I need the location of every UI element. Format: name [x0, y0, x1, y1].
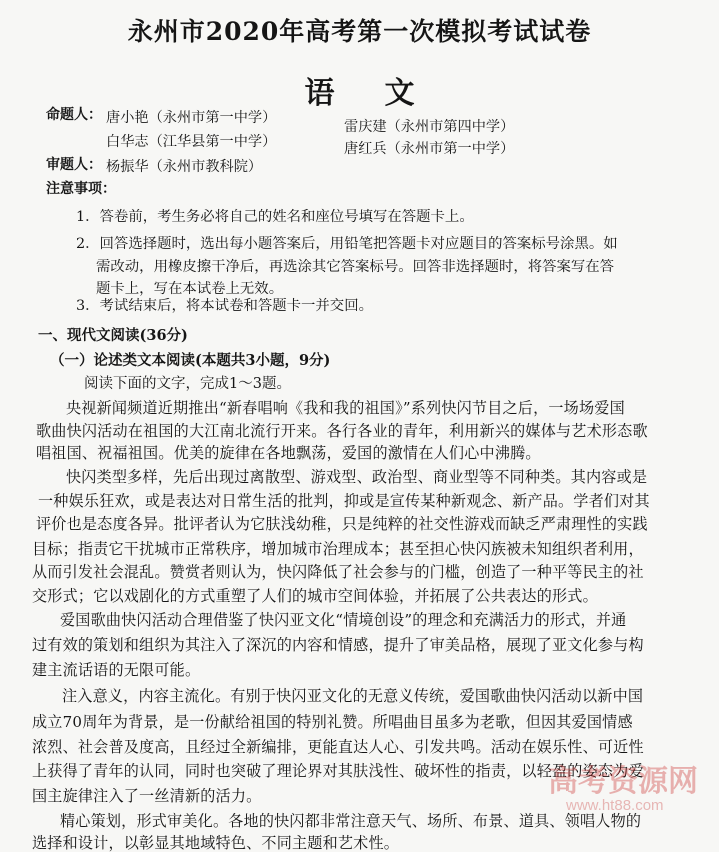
reading-instruction: 阅读下面的文字，完成1～3题。	[84, 376, 291, 392]
passage-line: 选择和设计，以彰显其地域特色、不同主题和艺术性。	[32, 834, 400, 852]
passage-line: 一种娱乐狂欢，或是表达对日常生活的批判，抑或是宣传某种新观念、新产品。学者们对其	[38, 492, 650, 510]
passage-line: 目标；指责它干扰城市正常秩序，增加城市治理成本；甚至担心快闪族被未知组织者利用，	[32, 540, 644, 558]
passage-line: 成立70周年为背景，是一份献给祖国的特别礼赞。所唱曲目虽多为老歌，但因其爱国情感	[32, 713, 633, 731]
passage-line: 爱国歌曲快闪活动合理借鉴了快闪亚文化“情境创设”的理念和充满活力的形式，并通	[60, 611, 627, 629]
passage-line: 央视新闻频道近期推出“新春唱响《我和我的祖国》”系列快闪节目之后，一场场爱国	[66, 399, 625, 417]
passage-line: 建主流话语的无限可能。	[32, 661, 201, 679]
passage-line: 注入意义，内容主流化。有别于快闪亚文化的无意义传统，爱国歌曲快闪活动以新中国	[62, 687, 644, 705]
setter-name: 唐红兵（永州市第一中学）	[344, 141, 515, 157]
passage-line: 从而引发社会混乱。赞赏者则认为，快闪降低了社会参与的门槛，创造了一种平等民主的社	[32, 563, 644, 581]
watermark-logo: 高考资源网	[548, 765, 698, 798]
passage-line: 浓烈、社会普及度高，且经过全新编排，更能直达人心、引发共鸣。活动在娱乐性、可近性	[32, 738, 644, 756]
notes-label: 注意事项：	[46, 181, 116, 197]
setter-name: 雷庆建（永州市第四中学）	[344, 119, 515, 135]
note-line: 题卡上，写在本试卷上无效。	[96, 281, 284, 297]
note-line: 需改动，用橡皮擦干净后，再选涂其它答案标号。回答非选择题时，将答案写在答	[96, 259, 615, 275]
section-subheading: （一）论述类文本阅读(本题共3小题，9分)	[50, 352, 331, 369]
reviewer-label: 审题人：	[46, 157, 102, 173]
passage-line: 评价也是态度各异。批评者认为它肤浅幼稚，只是纯粹的社交性游戏而缺乏严肃理性的实践	[36, 515, 648, 533]
passage-line: 唱祖国、祝福祖国。优美的旋律在各地飘荡，爱国的激情在人们心中沸腾。	[36, 444, 541, 462]
note-line: 1．答卷前，考生务必将自己的姓名和座位号填写在答题卡上。	[76, 209, 474, 225]
subject-title: 语文	[304, 76, 465, 111]
passage-line: 交形式；它以戏剧化的方式重塑了人们的城市空间体验，并拓展了公共表达的形式。	[32, 587, 598, 605]
note-line: 3．考试结束后，将本试卷和答题卡一并交回。	[76, 298, 373, 314]
passage-line: 歌曲快闪活动在祖国的大江南北流行开来。各行各业的青年，利用新兴的媒体与艺术形态歌	[36, 422, 648, 440]
passage-line: 过有效的策划和组织为其注入了深沉的内容和情感，提升了审美品格，展现了亚文化参与构	[32, 636, 644, 654]
setter-name: 白华志（江华县第一中学）	[106, 134, 277, 150]
passage-line: 快闪类型多样，先后出现过离散型、游戏型、政治型、商业型等不同种类。其内容或是	[66, 468, 648, 486]
watermark-url: www.ht88.com	[566, 797, 664, 814]
reviewer-name: 杨振华（永州市教科院）	[106, 159, 263, 175]
passage-line: 精心策划，形式审美化。各地的快闪都非常注意天气、场所、布景、道具、领唱人物的	[60, 812, 642, 830]
passage-line: 上获得了青年的认同，同时也突破了理论界对其肤浅性、破坏性的指责，以轻盈的姿态为爱	[32, 762, 644, 780]
setter-label: 命题人：	[46, 107, 102, 123]
passage-line: 国主旋律注入了一丝清新的活力。	[32, 787, 262, 805]
exam-title: 永州市2020年高考第一次模拟考试试卷	[127, 17, 592, 46]
section-heading: 一、现代文阅读(36分)	[38, 327, 188, 344]
note-line: 2．回答选择题时，选出每小题答案后，用铅笔把答题卡对应题目的答案标号涂黑。如	[76, 236, 618, 252]
setter-name: 唐小艳（永州市第一中学）	[106, 110, 277, 126]
